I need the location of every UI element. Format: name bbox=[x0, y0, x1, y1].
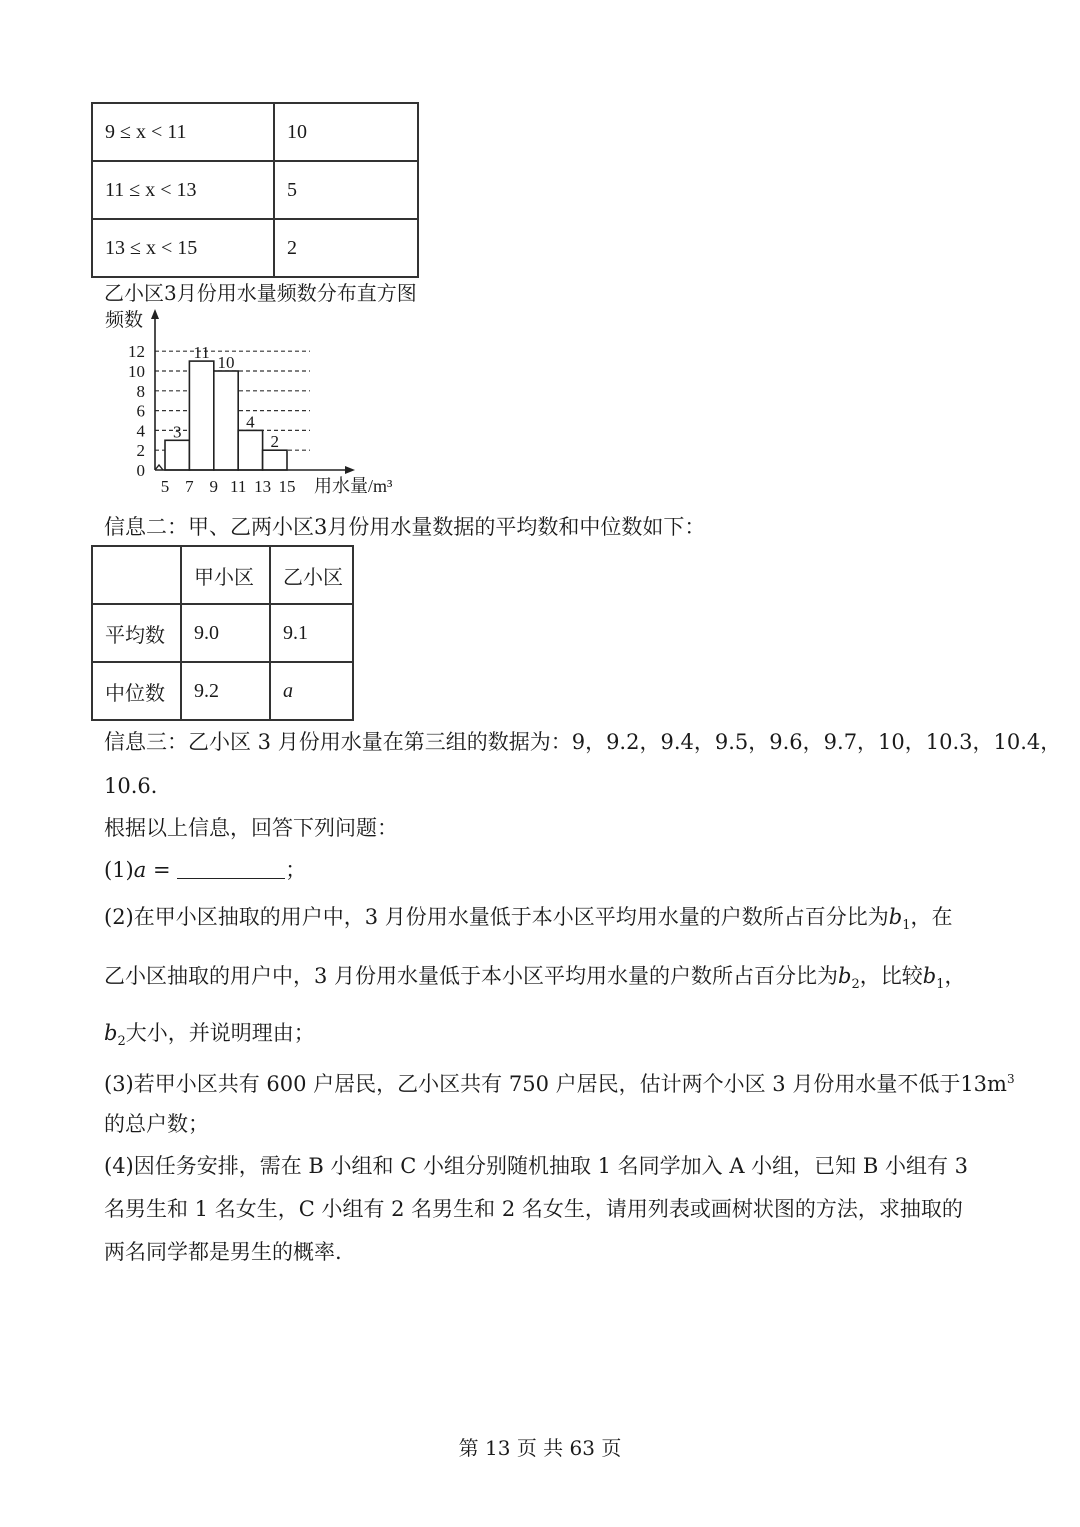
question-2-line1 bbox=[104, 907, 953, 932]
table-row bbox=[92, 103, 418, 161]
table-row bbox=[92, 219, 418, 277]
question-3-line1 bbox=[104, 1073, 1015, 1095]
question-2-line2 bbox=[104, 966, 966, 991]
q1-suffix: ； bbox=[285, 858, 307, 882]
q1-eq: = bbox=[146, 858, 178, 882]
q2-text-end: ， bbox=[944, 964, 966, 988]
q2-text: (2)在甲小区抽取的用户中，3 月份用水量低于本小区平均用水量的户数所占百分比为 bbox=[104, 905, 889, 929]
chart-title: 乙小区3月份用水量频数分布直方图 bbox=[104, 281, 417, 305]
x-axis-label: 用水量/m³ bbox=[314, 476, 393, 496]
info-three-line2: 10.6． bbox=[104, 774, 172, 798]
bar-data-label: 4 bbox=[246, 412, 255, 432]
x-tick-label: 5 bbox=[160, 477, 170, 496]
x-axis-arrow bbox=[345, 466, 355, 474]
stats-table bbox=[91, 545, 354, 721]
bar-data-label: 11 bbox=[193, 343, 210, 363]
range-cell: 11 ≤ x < 13 bbox=[92, 161, 274, 219]
range-cell: 9 ≤ x < 11 bbox=[92, 103, 274, 161]
b2-var: b bbox=[104, 1021, 118, 1045]
header-cell bbox=[92, 546, 181, 604]
b2-var: b bbox=[838, 964, 852, 988]
y-tick-label: 12 bbox=[128, 342, 145, 362]
table-row bbox=[92, 604, 353, 662]
count-cell: 2 bbox=[274, 219, 418, 277]
page-footer: 第 13 页 共 63 页 bbox=[458, 1436, 622, 1460]
q3-text: (3)若甲小区共有 600 户居民，乙小区共有 750 户居民，估计两个小区 3 月份用水量不低于13m bbox=[104, 1072, 1007, 1096]
question-4-line1: (4)因任务安排，需在 B 小组和 C 小组分别随机抽取 1 名同学加入 A 小组，已知 B 小组有 3 bbox=[104, 1154, 968, 1178]
header-cell: 乙小区 bbox=[270, 546, 353, 604]
y-tick-label: 10 bbox=[128, 362, 145, 381]
b1-sub: 1 bbox=[936, 977, 945, 993]
histogram-bar bbox=[263, 450, 287, 470]
b1-sub: 1 bbox=[902, 918, 911, 934]
b2-sub: 2 bbox=[117, 1034, 126, 1050]
b1-var: b bbox=[922, 964, 937, 988]
question-3-line2: 的总户数； bbox=[104, 1112, 209, 1136]
question-prompt: 根据以上信息，回答下列问题： bbox=[104, 816, 398, 840]
histogram-bar bbox=[214, 371, 238, 470]
value-cell: 9.0 bbox=[181, 604, 270, 662]
question-4-line2: 名男生和 1 名女生，C 小组有 2 名男生和 2 名女生，请用列表或画树状图的方法，求抽取的 bbox=[104, 1197, 963, 1221]
q2-text: 乙小区抽取的用户中，3 月份用水量低于本小区平均用水量的户数所占百分比为 bbox=[104, 964, 839, 988]
q3-sup: 3 bbox=[1006, 1072, 1015, 1086]
bar-data-label: 10 bbox=[217, 353, 235, 372]
table-row bbox=[92, 662, 353, 720]
value-cell: 9.1 bbox=[270, 604, 353, 662]
q2-text-end: ，在 bbox=[910, 905, 953, 929]
header-cell: 甲小区 bbox=[181, 546, 270, 604]
x-tick-label: 15 bbox=[278, 477, 296, 496]
x-tick-label: 13 bbox=[254, 477, 272, 496]
histogram-bar bbox=[189, 361, 213, 470]
info-three-line1: 信息三：乙小区 3 月份用水量在第三组的数据为：9，9.2，9.4，9.5，9.6，9.7，10，10.3，10.4， bbox=[104, 730, 1062, 754]
bar-data-label: 3 bbox=[172, 422, 182, 442]
q2-text: 大小，并说明理由； bbox=[125, 1021, 315, 1045]
x-tick-label: 7 bbox=[185, 477, 194, 496]
value-cell: a bbox=[270, 662, 353, 720]
row-label: 中位数 bbox=[92, 662, 181, 720]
x-tick-label: 11 bbox=[230, 477, 247, 496]
value-cell: 9.2 bbox=[181, 662, 270, 720]
b1-var: b bbox=[888, 905, 903, 929]
q1-prefix: (1) bbox=[104, 858, 134, 882]
x-tick-label: 9 bbox=[209, 477, 219, 496]
question-2-line3 bbox=[104, 1023, 315, 1048]
b2-sub: 2 bbox=[851, 977, 860, 993]
table-row bbox=[92, 546, 353, 604]
row-label: 平均数 bbox=[92, 604, 181, 662]
info-two: 信息二：甲、乙两小区3月份用水量数据的平均数和中位数如下： bbox=[104, 515, 706, 539]
q1-var: a bbox=[133, 858, 147, 882]
y-tick-label: 4 bbox=[136, 421, 145, 441]
y-tick-label: 6 bbox=[136, 401, 145, 421]
y-axis-label: 频数 bbox=[105, 310, 144, 331]
range-cell: 13 ≤ x < 15 bbox=[92, 219, 274, 277]
bar-data-label: 2 bbox=[270, 432, 280, 452]
q2-text-mid: ，比较 bbox=[859, 964, 923, 988]
count-cell: 10 bbox=[274, 103, 418, 161]
y-tick-label: 2 bbox=[136, 441, 145, 461]
histogram-bar bbox=[238, 430, 262, 470]
y-tick-label: 0 bbox=[136, 461, 145, 480]
range-table bbox=[91, 102, 419, 278]
histogram-bar bbox=[165, 440, 189, 470]
question-1 bbox=[104, 860, 306, 881]
y-axis-arrow bbox=[151, 309, 159, 319]
y-tick-label: 8 bbox=[136, 381, 145, 401]
table-row bbox=[92, 161, 418, 219]
histogram-chart bbox=[95, 305, 415, 500]
count-cell: 5 bbox=[274, 161, 418, 219]
answer-blank bbox=[177, 860, 285, 879]
question-4-line3: 两名同学都是男生的概率. bbox=[104, 1240, 342, 1264]
